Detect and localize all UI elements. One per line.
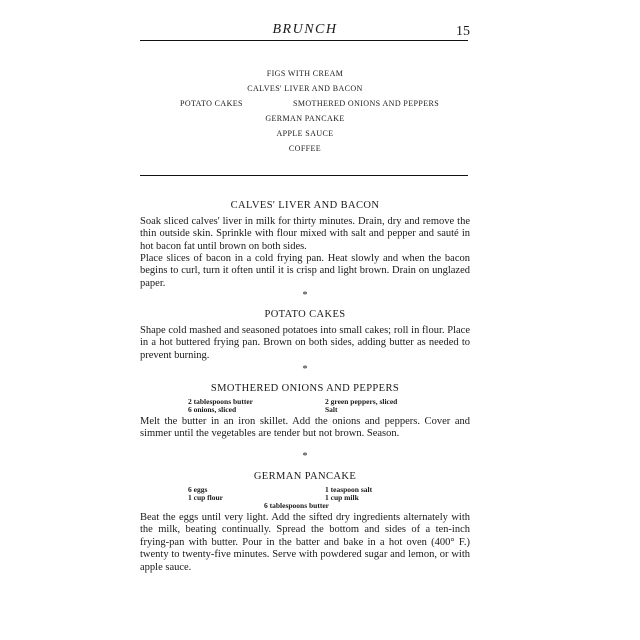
ingredient: 2 green peppers, sliced (325, 397, 398, 406)
ingredient: Salt (325, 405, 338, 414)
recipe-paragraph: Place slices of bacon in a cold frying pan. Heat slowly and when the bacon begins to curl, turn it often until it is crisp and light brown. Drain on unglazed paper. (140, 253, 470, 289)
section-separator: * (302, 451, 308, 462)
page-number: 15 (456, 24, 470, 39)
header-rule (140, 40, 468, 41)
menu-item: GERMAN PANCAKE (265, 114, 345, 123)
ingredient: 1 cup flour (188, 493, 224, 502)
ingredient: 1 teaspoon salt (325, 485, 373, 494)
ingredient: 6 onions, sliced (188, 405, 237, 414)
recipe-title: CALVES' LIVER AND BACON (230, 200, 380, 211)
menu-item: COFFEE (288, 144, 322, 153)
chapter-title: BRUNCH (272, 22, 338, 37)
recipe-paragraph: Shape cold mashed and seasoned potatoes into small cakes; roll in flour. Place in a hot buttered frying pan. Brown on both sides, adding butter as needed to prevent burning. (140, 325, 470, 361)
recipe-paragraph: Beat the eggs until very light. Add the sifted dry ingredients alternately with the milk, beating continually. Spread the bottom and sides of a ten-inch frying-pan with butter. Pour in the batter and bake in a hot oven (400° F.) twenty to twenty-five minutes. Serve with powdered sugar and lemon, or with apple sauce. (140, 512, 470, 573)
menu-list (140, 66, 470, 156)
menu-item-row (140, 96, 470, 111)
menu-item: FIGS WITH CREAM (266, 69, 344, 78)
recipe-paragraph: Soak sliced calves' liver in milk for thirty minutes. Drain, dry and remove the thin outside skin. Sprinkle with flour mixed with salt and pepper and sauté in hot bacon fat until brown on both sides. (140, 216, 470, 252)
ingredient: 2 tablespoons butter (188, 397, 254, 406)
ingredient: 6 eggs (188, 485, 208, 494)
menu-item: CALVES' LIVER AND BACON (247, 84, 363, 93)
recipe-paragraph: Melt the butter in an iron skillet. Add the onions and peppers. Cover and simmer until the vegetables are tender but not brown. Season. (140, 416, 470, 440)
menu-item: POTATO CAKES (180, 99, 243, 108)
recipe-title: SMOTHERED ONIONS AND PEPPERS (210, 383, 400, 394)
ingredient: 1 cup milk (325, 493, 359, 502)
section-separator: * (302, 364, 308, 375)
menu-item: SMOTHERED ONIONS AND PEPPERS (293, 99, 440, 108)
recipe-title: POTATO CAKES (264, 309, 346, 320)
ingredient: 6 tablespoons butter (264, 501, 330, 510)
section-separator: * (302, 290, 308, 301)
menu-rule (140, 175, 468, 176)
menu-item: APPLE SAUCE (276, 129, 334, 138)
recipe-title: GERMAN PANCAKE (253, 471, 357, 482)
